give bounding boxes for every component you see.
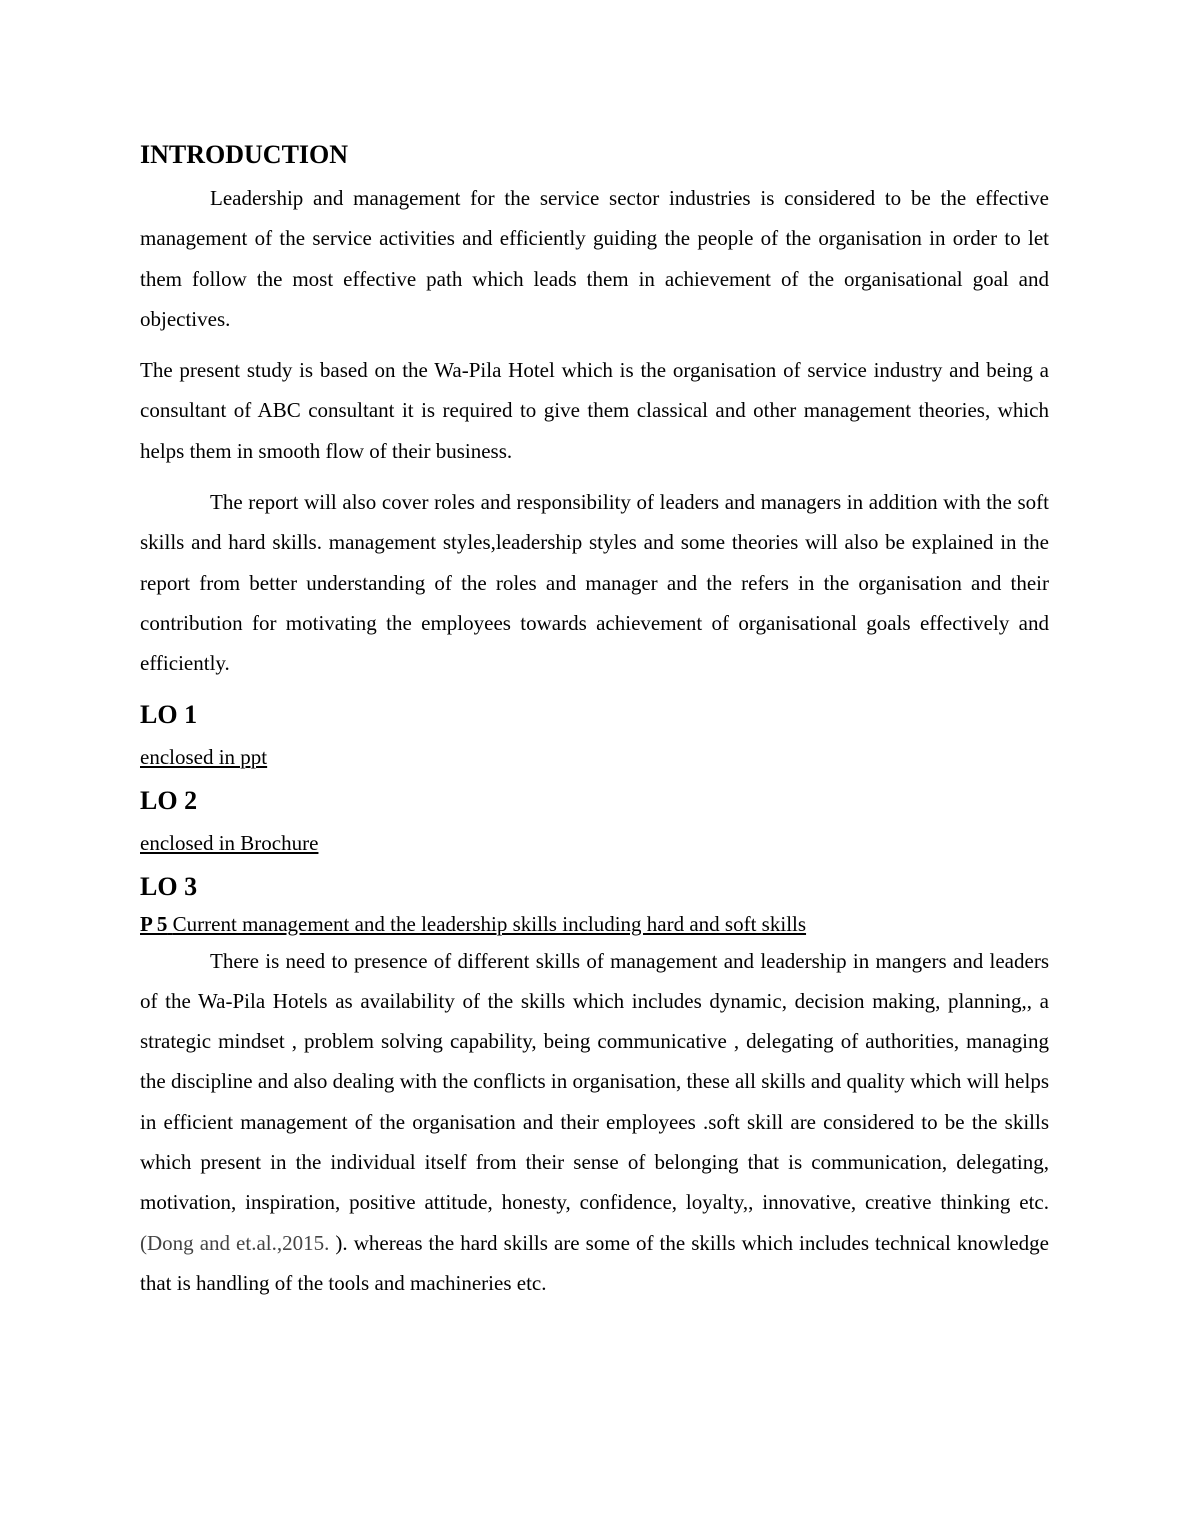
citation: (Dong and et.al.,2015. — [140, 1230, 336, 1255]
lo3-heading: LO 3 — [140, 871, 198, 901]
intro-paragraph-2: The present study is based on the Wa-Pila Hotel which is the organisation of service industry and being a consultant of ABC consultant it is required to give them classical and other management theories, which helps them in smooth flow of their business. — [140, 358, 1049, 463]
intro-paragraph-3: The report will also cover roles and responsibility of leaders and managers in addition with the soft skills and hard skills. management styles,leadership styles and some theories will also be explained in the report from better understanding of the roles and manager and the refers in the organisation and their contribution for motivating the employees towards achievement of organisational goals effectively and efficiently. — [140, 490, 1049, 676]
p5-body-text-1: There is need to presence of different skills of management and leadership in mangers and leaders of the Wa-Pila Hotels as availability of the skills which includes dynamic, decision making, planning,, a strategic mindset , problem solving capability, being communicative , delegating of authorities, managing the discipline and also dealing with the conflicts in organisation, these all skills and quality which will helps in efficient management of the organisation and their employees .soft skill are considered to be the skills which present in the individual itself from their sense of belonging that is communication, delegating, motivation, inspiration, positive attitude, honesty, confidence, loyalty,, innovative, creative thinking etc. — [140, 948, 1049, 1215]
intro-paragraph-1: Leadership and management for the service sector industries is considered to be the effective management of the service activities and efficiently guiding the people of the organisation in order to let them follow the most effective path which leads them in achievement of the organisational goal and objectives. — [140, 186, 1049, 331]
p5-label: P 5 — [140, 911, 168, 936]
lo1-heading: LO 1 — [140, 699, 198, 729]
introduction-heading: INTRODUCTION — [140, 140, 349, 169]
p5-body-paragraph — [140, 941, 1049, 1304]
lo2-enclosed-link[interactable]: enclosed in Brochure — [140, 830, 319, 855]
lo2-heading: LO 2 — [140, 785, 198, 815]
p5-title: Current management and the leadership skills including hard and soft skills — [172, 911, 807, 936]
lo1-enclosed-link[interactable]: enclosed in ppt — [140, 744, 268, 769]
p5-subheading — [140, 909, 1049, 939]
p5-body-text-2: ). whereas the hard skills are some of the skills which includes technical knowledge that is handling of the tools and machineries etc. — [140, 1230, 1049, 1295]
document-page — [140, 138, 1049, 1303]
